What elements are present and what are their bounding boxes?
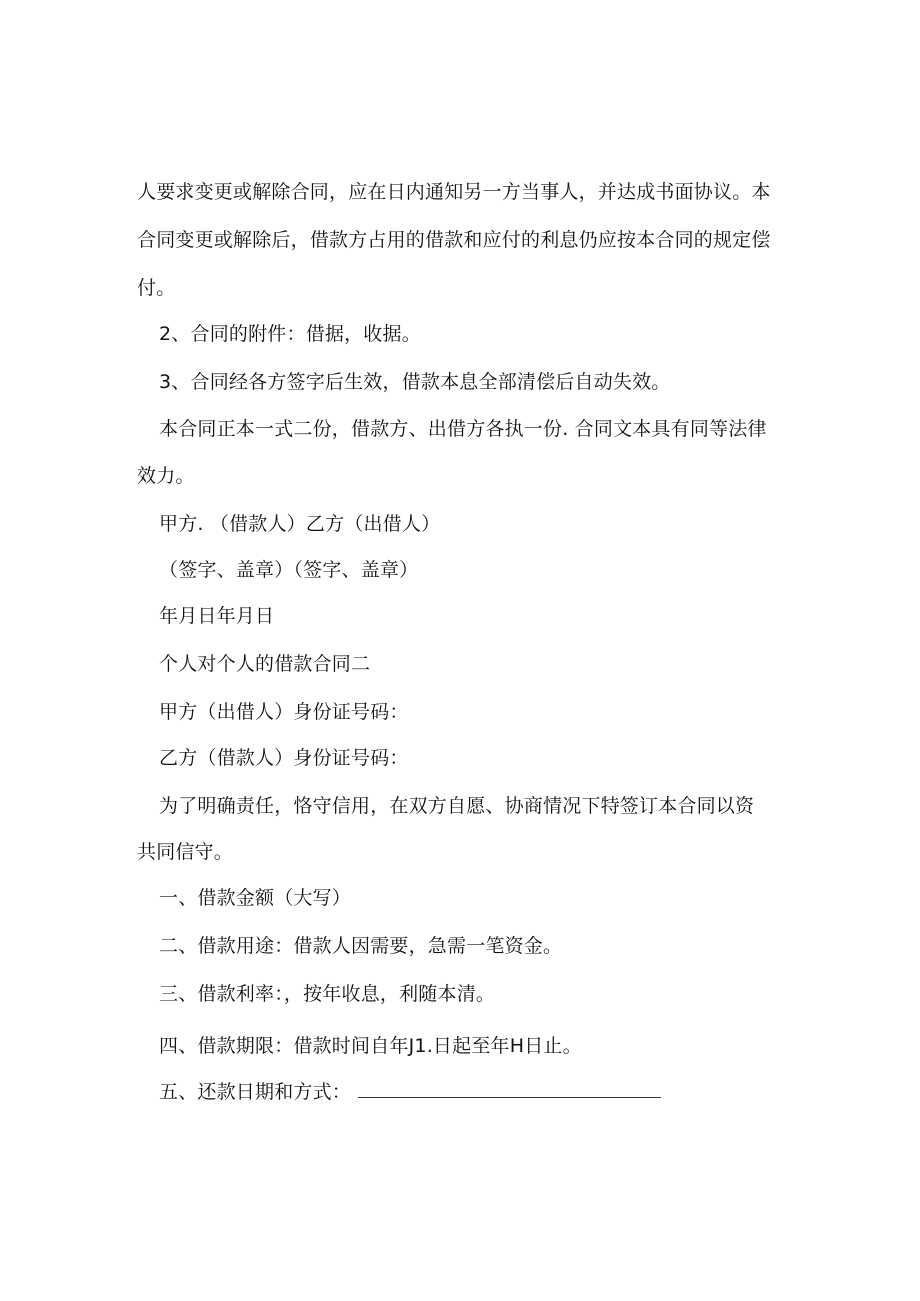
copies-line: 本合同正本一式二份，借款方、出借方各执一份. 合同文本具有同等法律 [159,418,767,440]
paragraph-line: 合同变更或解除后，借款方占用的借款和应付的利息仍应按本合同的规定偿 [137,229,771,251]
clause-1: 一、借款金额（大写） [159,887,352,909]
date-line: 年月日年月日 [159,605,275,627]
fill-in-blank-line [358,1097,661,1098]
section-title: 个人对个人的借款合同二 [159,653,371,675]
signature-line: （签字、盖章）（签字、盖章） [159,559,419,581]
intro-line: 共同信守。 [137,841,234,863]
item-3: 3、合同经各方签字后生效，借款本息全部清偿后自动失效。 [159,371,671,393]
clause-5: 五、还款日期和方式： [159,1081,352,1103]
clause-4: 四、借款期限：借款时间自年J1.日起至年H日止。 [159,1035,582,1057]
parties-line: 甲方. （借款人）乙方（出借人） [159,513,441,535]
party-a-line: 甲方（出借人）身份证号码： [159,701,409,723]
clause-3: 三、借款利率：，按年收息，利随本清。 [159,983,496,1005]
paragraph-line: 付。 [137,277,176,299]
clause-2: 二、借款用途：借款人因需要，急需一笔资金。 [159,935,563,957]
item-2: 2、合同的附件：借据，收据。 [159,323,421,345]
party-b-line: 乙方（借款人）身份证号码： [159,747,409,769]
intro-line: 为了明确责任，恪守信用，在双方自愿、协商情况下特签订本合同以资 [159,795,755,817]
paragraph-line: 人要求变更或解除合同，应在日内通知另一方当事人，并达成书面协议。本 [137,181,771,203]
copies-line: 效力。 [137,465,195,487]
